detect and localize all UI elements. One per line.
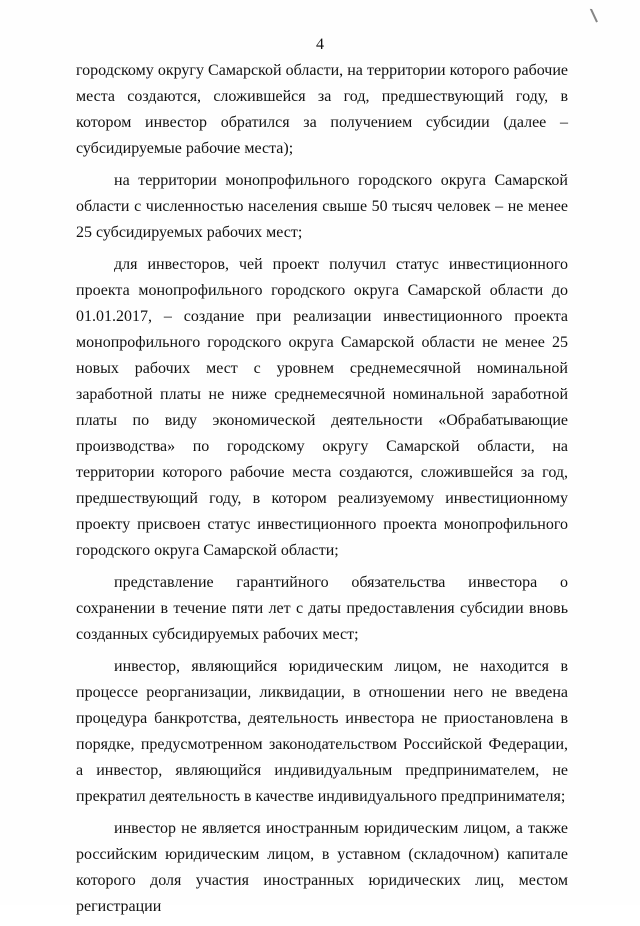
page-number: 4 xyxy=(316,36,324,53)
paragraph: инвестор не является иностранным юридическим лицом, а также российским юридическим лицом, в уставном (складочном) капитале которого доля участия иностранных юридических лиц, местом регистрации xyxy=(76,820,568,915)
paragraph: представление гарантийного обязательства инвестора о сохранении в течение пяти лет с даты предоставления субсидии вновь созданных субсидируемых рабочих мест; xyxy=(76,574,568,643)
paragraph: для инвесторов, чей проект получил статус инвестиционного проекта монопрофильного городского округа Самарской области до 01.01.2017, – создание при реализации инвестиционного проекта монопрофильного городского округа Самарской области не менее 25 новых рабочих мест с уровнем среднемесячной номинальной заработной платы не ниже среднемесячной номинальной заработной платы по виду экономической деятельности «Обрабатывающие производства» по городскому округу Самарской области, на территории которого рабочие места создаются, сложившейся за год, предшествующий году, в котором реализуемому инвестиционному проекту присвоен статус инвестиционного проекта монопрофильного городского округа Самарской области; xyxy=(76,256,568,559)
paragraph: инвестор, являющийся юридическим лицом, не находится в процессе реорганизации, ликвидации, в отношении него не введена процедура банкротства, деятельность инвестора не приостановлена в порядке, предусмотренном законодательством Российской Федерации, а инвестор, являющийся индивидуальным предпринимателем, не прекратил деятельность в качестве индивидуального предпринимателя; xyxy=(76,658,568,805)
document-body xyxy=(76,58,568,926)
scan-mark xyxy=(590,0,614,22)
paragraph: городскому округу Самарской области, на территории которого рабочие места создаются, сложившейся за год, предшествующий году, в котором инвестор обратился за получением субсидии (далее – субсидируемые рабочие места); xyxy=(76,62,568,157)
paragraph: на территории монопрофильного городского округа Самарской области с численностью населения свыше 50 тысяч человек – не менее 25 субсидируемых рабочих мест; xyxy=(76,172,568,241)
